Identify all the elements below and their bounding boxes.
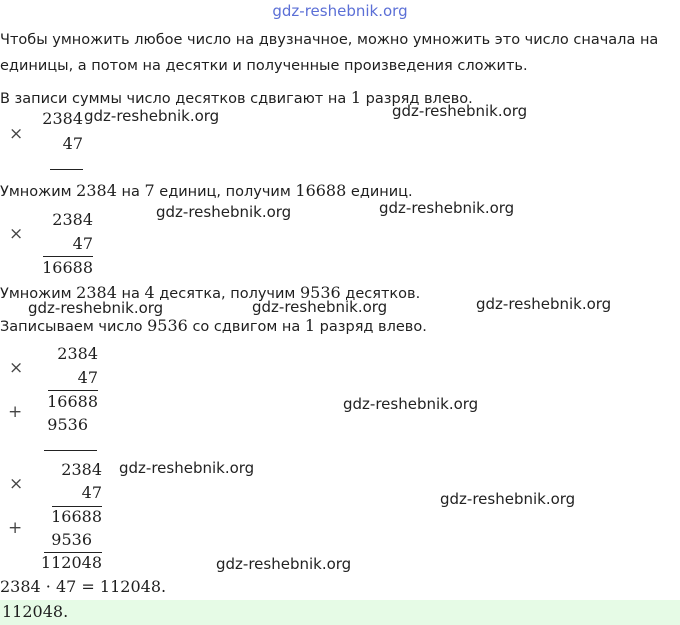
text: со сдвигом на [187,319,305,335]
text: десятков. [340,286,421,302]
multiplier: 47 [62,134,83,153]
watermark: gdz-reshebnik.org [119,459,255,477]
math-number: 4 [144,283,155,302]
watermark: gdz-reshebnik.org [84,107,220,125]
watermark: gdz-reshebnik.org [343,395,479,413]
partial-product-1: 16688 [42,258,93,277]
multiplicand: 2384 [42,109,83,128]
math-number: 2384 [76,283,117,302]
math-number: 9536 [299,283,341,302]
text: Умножим [0,286,77,302]
multiplicand: 2384 [57,344,98,363]
calc-rule [50,169,83,170]
multiplier: 47 [81,483,102,502]
multiplier: 47 [77,368,98,387]
text: Умножим [0,184,77,200]
site-title[interactable]: gdz-reshebnik.org [272,2,408,20]
partial-product-1: 16688 [51,507,102,526]
multiply-sign: × [9,474,24,494]
math-number: 7 [144,181,155,200]
intro-line-1: Чтобы умножить любое число на двузначное, можно умножить это число сначала на [0,32,659,48]
text: десятка, получим [154,286,300,302]
watermark: gdz-reshebnik.org [28,299,164,317]
multiplicand: 2384 [52,210,93,229]
calc-rule [48,390,98,391]
multiply-sign: × [9,224,24,244]
result-equation: 2384 · 47 = 112048. [0,577,167,596]
multiplier: 47 [72,234,93,253]
text: единиц. [346,184,413,200]
watermark: gdz-reshebnik.org [476,295,612,313]
multiply-sign: × [9,124,24,144]
step-3-text [0,316,427,337]
answer-box [0,600,680,625]
math-number: 16688 [295,181,347,200]
math-number: 1 [350,88,362,107]
watermark: gdz-reshebnik.org [440,490,576,508]
text: на [116,286,145,302]
text: Записываем число [0,319,148,335]
watermark: gdz-reshebnik.org [252,298,388,316]
text: единиц, получим [154,184,296,200]
text: на [116,184,145,200]
math-number: 2384 [76,181,117,200]
calc-rule [43,256,93,257]
text: В записи суммы число десятков сдвигают на [0,91,351,107]
text: разряд влево. [361,91,473,107]
partial-product-2: 9536 [51,530,92,549]
final-sum: 112048 [40,553,102,572]
intro-line-2: единицы, а потом на десятки и полученные произведения сложить. [0,58,528,74]
math-number: 1 [304,316,316,335]
multiply-sign: × [9,358,24,378]
sum-rule [44,450,97,451]
watermark: gdz-reshebnik.org [392,102,528,120]
plus-sign: + [8,402,23,422]
watermark: gdz-reshebnik.org [156,203,292,221]
step-1-text [0,181,413,202]
plus-sign: + [8,518,23,538]
multiplicand: 2384 [61,460,102,479]
partial-product-1: 16688 [47,392,98,411]
watermark: gdz-reshebnik.org [379,199,515,217]
watermark: gdz-reshebnik.org [216,555,352,573]
answer-value: 112048. [2,602,69,621]
partial-product-2: 9536 [47,415,88,434]
text: разряд влево. [315,319,427,335]
math-number: 9536 [147,316,188,335]
